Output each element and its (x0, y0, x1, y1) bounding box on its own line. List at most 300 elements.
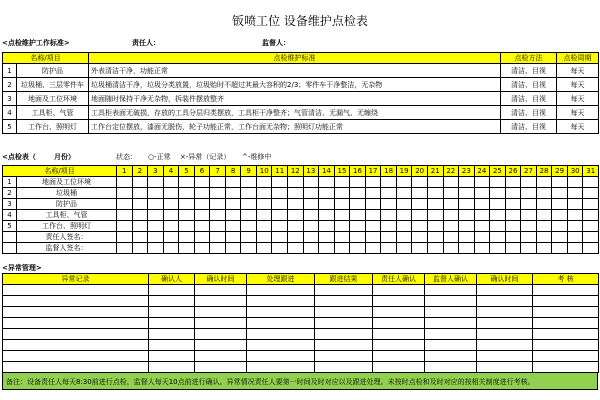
check-cell[interactable] (474, 177, 490, 188)
check-cell[interactable] (117, 232, 133, 243)
check-cell[interactable] (459, 243, 475, 254)
check-cell[interactable] (521, 243, 537, 254)
abnormal-cell[interactable] (3, 296, 149, 307)
abnormal-cell[interactable] (315, 362, 373, 373)
abnormal-cell[interactable] (195, 285, 247, 296)
abnormal-cell[interactable] (533, 285, 599, 296)
check-cell[interactable] (459, 232, 475, 243)
abnormal-cell[interactable] (373, 318, 425, 329)
check-cell[interactable] (288, 232, 304, 243)
check-cell[interactable] (132, 232, 148, 243)
check-cell[interactable] (148, 243, 164, 254)
check-cell[interactable] (427, 210, 443, 221)
check-cell[interactable] (241, 210, 257, 221)
abnormal-cell[interactable] (149, 307, 195, 318)
abnormal-cell[interactable] (533, 329, 599, 340)
check-cell[interactable] (490, 177, 506, 188)
check-cell[interactable] (256, 210, 272, 221)
check-cell[interactable] (583, 243, 599, 254)
check-cell[interactable] (365, 243, 381, 254)
check-cell[interactable] (350, 199, 366, 210)
check-cell[interactable] (474, 232, 490, 243)
check-cell[interactable] (536, 210, 552, 221)
check-cell[interactable] (272, 221, 288, 232)
check-cell[interactable] (272, 232, 288, 243)
check-cell[interactable] (241, 221, 257, 232)
check-cell[interactable] (194, 210, 210, 221)
abnormal-cell[interactable] (373, 351, 425, 362)
check-cell[interactable] (210, 243, 226, 254)
check-cell[interactable] (505, 210, 521, 221)
check-cell[interactable] (225, 199, 241, 210)
check-cell[interactable] (536, 177, 552, 188)
abnormal-cell[interactable] (425, 296, 477, 307)
check-cell[interactable] (552, 177, 568, 188)
abnormal-cell[interactable] (315, 318, 373, 329)
abnormal-cell[interactable] (315, 351, 373, 362)
abnormal-cell[interactable] (195, 318, 247, 329)
check-cell[interactable] (365, 177, 381, 188)
check-cell[interactable] (365, 188, 381, 199)
abnormal-cell[interactable] (195, 296, 247, 307)
check-cell[interactable] (225, 188, 241, 199)
abnormal-cell[interactable] (373, 296, 425, 307)
check-cell[interactable] (179, 177, 195, 188)
check-cell[interactable] (552, 188, 568, 199)
abnormal-cell[interactable] (247, 329, 315, 340)
check-cell[interactable] (148, 232, 164, 243)
check-cell[interactable] (319, 243, 335, 254)
check-cell[interactable] (567, 188, 583, 199)
check-cell[interactable] (552, 210, 568, 221)
check-cell[interactable] (381, 199, 397, 210)
check-cell[interactable] (132, 243, 148, 254)
check-cell[interactable] (319, 188, 335, 199)
check-cell[interactable] (583, 221, 599, 232)
abnormal-cell[interactable] (425, 362, 477, 373)
check-cell[interactable] (396, 177, 412, 188)
abnormal-cell[interactable] (149, 318, 195, 329)
abnormal-cell[interactable] (149, 340, 195, 351)
check-cell[interactable] (256, 232, 272, 243)
check-cell[interactable] (303, 177, 319, 188)
check-cell[interactable] (536, 243, 552, 254)
check-cell[interactable] (459, 221, 475, 232)
abnormal-cell[interactable] (195, 340, 247, 351)
standard-header-row (3, 53, 599, 64)
abnormal-cell[interactable] (149, 296, 195, 307)
check-cell[interactable] (288, 188, 304, 199)
check-cell[interactable] (459, 177, 475, 188)
abnormal-cell[interactable] (149, 362, 195, 373)
abnormal-cell[interactable] (533, 296, 599, 307)
check-cell[interactable] (427, 243, 443, 254)
check-cell[interactable] (256, 188, 272, 199)
check-cell[interactable] (521, 177, 537, 188)
check-cell[interactable] (225, 243, 241, 254)
check-cell[interactable] (381, 221, 397, 232)
check-cell[interactable] (365, 221, 381, 232)
check-cell[interactable] (225, 221, 241, 232)
abnormal-cell[interactable] (315, 329, 373, 340)
check-cell[interactable] (210, 177, 226, 188)
check-cell[interactable] (210, 232, 226, 243)
check-cell[interactable] (303, 232, 319, 243)
abnormal-cell[interactable] (3, 351, 149, 362)
check-cell[interactable] (583, 199, 599, 210)
check-cell[interactable] (583, 177, 599, 188)
check-cell[interactable] (536, 188, 552, 199)
check-cell[interactable] (132, 188, 148, 199)
check-cell[interactable] (552, 221, 568, 232)
check-cell[interactable] (505, 232, 521, 243)
check-cell[interactable] (256, 243, 272, 254)
check-cell[interactable] (474, 199, 490, 210)
check-cell[interactable] (412, 199, 428, 210)
check-cell[interactable] (567, 221, 583, 232)
check-cell[interactable] (583, 188, 599, 199)
check-cell[interactable] (319, 232, 335, 243)
abnormal-cell[interactable] (533, 340, 599, 351)
abnormal-cell[interactable] (149, 351, 195, 362)
check-cell[interactable] (396, 232, 412, 243)
check-cell[interactable] (194, 221, 210, 232)
check-cell[interactable] (490, 188, 506, 199)
abnormal-cell[interactable] (533, 351, 599, 362)
check-cell[interactable] (567, 232, 583, 243)
check-cell[interactable] (427, 188, 443, 199)
check-cell[interactable] (459, 199, 475, 210)
check-cell[interactable] (148, 199, 164, 210)
check-cell[interactable] (117, 199, 133, 210)
abnormal-cell[interactable] (247, 362, 315, 373)
std-col-standard: 点检维护标准 (89, 53, 501, 64)
abnormal-cell[interactable] (477, 285, 533, 296)
check-cell[interactable] (334, 199, 350, 210)
check-cell[interactable] (505, 188, 521, 199)
abnormal-cell[interactable] (425, 285, 477, 296)
abnormal-cell[interactable] (3, 285, 149, 296)
check-cell[interactable] (490, 232, 506, 243)
abnormal-cell[interactable] (247, 318, 315, 329)
abnormal-cell[interactable] (149, 285, 195, 296)
check-cell[interactable] (474, 188, 490, 199)
check-cell[interactable] (334, 188, 350, 199)
abnormal-header-row (3, 274, 599, 285)
check-cell[interactable] (303, 199, 319, 210)
check-cell[interactable] (117, 210, 133, 221)
check-cell[interactable] (474, 243, 490, 254)
abnormal-cell[interactable] (315, 296, 373, 307)
check-cell[interactable] (552, 232, 568, 243)
check-cell[interactable] (459, 210, 475, 221)
abnormal-cell[interactable] (3, 307, 149, 318)
check-cell[interactable] (521, 199, 537, 210)
check-cell[interactable] (412, 221, 428, 232)
check-cell[interactable] (194, 188, 210, 199)
check-cell[interactable] (117, 221, 133, 232)
check-cell[interactable] (365, 199, 381, 210)
check-cell[interactable] (179, 188, 195, 199)
check-cell[interactable] (303, 210, 319, 221)
check-cell[interactable] (272, 210, 288, 221)
check-cell[interactable] (288, 221, 304, 232)
abnormal-cell[interactable] (195, 307, 247, 318)
check-cell[interactable] (396, 243, 412, 254)
check-cell[interactable] (505, 199, 521, 210)
check-cell[interactable] (194, 243, 210, 254)
check-cell[interactable] (319, 199, 335, 210)
check-cell[interactable] (241, 232, 257, 243)
check-cell[interactable] (132, 199, 148, 210)
abnormal-cell[interactable] (195, 362, 247, 373)
check-cell[interactable] (334, 221, 350, 232)
check-cell[interactable] (179, 210, 195, 221)
check-cell[interactable] (365, 232, 381, 243)
abnormal-cell[interactable] (3, 329, 149, 340)
check-cell[interactable] (474, 210, 490, 221)
check-cell[interactable] (443, 221, 459, 232)
check-cell[interactable] (443, 177, 459, 188)
abnormal-cell[interactable] (3, 362, 149, 373)
check-cell[interactable] (194, 232, 210, 243)
check-cell[interactable] (148, 188, 164, 199)
check-cell[interactable] (412, 177, 428, 188)
check-cell[interactable] (443, 199, 459, 210)
check-cell[interactable] (225, 177, 241, 188)
check-cell[interactable] (427, 199, 443, 210)
abnormal-cell[interactable] (425, 329, 477, 340)
check-cell[interactable] (334, 243, 350, 254)
check-cell[interactable] (350, 177, 366, 188)
check-cell[interactable] (132, 177, 148, 188)
check-cell[interactable] (396, 188, 412, 199)
check-cell[interactable] (117, 177, 133, 188)
check-cell[interactable] (210, 210, 226, 221)
check-cell[interactable] (567, 199, 583, 210)
check-cell[interactable] (490, 221, 506, 232)
check-cell[interactable] (319, 177, 335, 188)
abnormal-cell[interactable] (425, 318, 477, 329)
check-cell[interactable] (381, 188, 397, 199)
check-cell[interactable] (567, 177, 583, 188)
check-cell[interactable] (288, 243, 304, 254)
check-cell[interactable] (381, 210, 397, 221)
row-number: 4 (3, 106, 17, 120)
check-cell[interactable] (241, 243, 257, 254)
check-cell[interactable] (536, 199, 552, 210)
abnormal-cell[interactable] (533, 318, 599, 329)
check-cell[interactable] (163, 221, 179, 232)
check-cell[interactable] (179, 232, 195, 243)
check-cell[interactable] (117, 188, 133, 199)
check-cell[interactable] (567, 243, 583, 254)
check-cell[interactable] (396, 210, 412, 221)
check-cell[interactable] (459, 188, 475, 199)
check-cell[interactable] (505, 243, 521, 254)
abnormal-cell[interactable] (247, 285, 315, 296)
check-cell[interactable] (163, 177, 179, 188)
check-cell[interactable] (288, 210, 304, 221)
check-cell[interactable] (132, 210, 148, 221)
check-cell[interactable] (443, 243, 459, 254)
check-cell[interactable] (241, 177, 257, 188)
check-cell[interactable] (163, 188, 179, 199)
check-cell[interactable] (163, 210, 179, 221)
abnormal-cell[interactable] (315, 285, 373, 296)
check-cell[interactable] (521, 232, 537, 243)
check-cell[interactable] (583, 210, 599, 221)
check-cell[interactable] (536, 221, 552, 232)
check-cell[interactable] (303, 188, 319, 199)
check-cell[interactable] (163, 232, 179, 243)
abnormal-cell[interactable] (425, 351, 477, 362)
day-header: 18 (381, 166, 397, 177)
check-cell[interactable] (117, 243, 133, 254)
check-cell[interactable] (365, 210, 381, 221)
check-cell[interactable] (490, 199, 506, 210)
check-cell[interactable] (148, 177, 164, 188)
abnormal-cell[interactable] (3, 340, 149, 351)
day-header: 22 (443, 166, 459, 177)
check-cell[interactable] (148, 210, 164, 221)
abnormal-cell[interactable] (315, 340, 373, 351)
check-cell[interactable] (148, 221, 164, 232)
abnormal-cell[interactable] (477, 296, 533, 307)
check-cell[interactable] (194, 199, 210, 210)
check-cell[interactable] (303, 221, 319, 232)
check-cell[interactable] (179, 199, 195, 210)
check-cell[interactable] (443, 188, 459, 199)
abnormal-cell[interactable] (425, 307, 477, 318)
check-cell[interactable] (521, 188, 537, 199)
check-cell[interactable] (396, 221, 412, 232)
check-cell[interactable] (210, 199, 226, 210)
check-cell[interactable] (334, 177, 350, 188)
check-cell[interactable] (521, 210, 537, 221)
check-cell[interactable] (583, 232, 599, 243)
check-cell[interactable] (163, 243, 179, 254)
abnormal-cell[interactable] (247, 296, 315, 307)
check-cell[interactable] (396, 199, 412, 210)
abnormal-cell[interactable] (373, 307, 425, 318)
check-cell[interactable] (412, 210, 428, 221)
check-cell[interactable] (272, 188, 288, 199)
check-cell[interactable] (272, 177, 288, 188)
check-cell[interactable] (241, 199, 257, 210)
check-cell[interactable] (412, 243, 428, 254)
check-cell[interactable] (381, 232, 397, 243)
check-cell[interactable] (427, 221, 443, 232)
check-cell[interactable] (288, 177, 304, 188)
abnormal-cell[interactable] (373, 285, 425, 296)
check-cell[interactable] (210, 221, 226, 232)
abnormal-cell[interactable] (477, 340, 533, 351)
check-cell[interactable] (319, 221, 335, 232)
check-cell[interactable] (505, 221, 521, 232)
check-cell[interactable] (256, 221, 272, 232)
check-cell[interactable] (132, 221, 148, 232)
check-cell[interactable] (427, 177, 443, 188)
check-cell[interactable] (350, 232, 366, 243)
abnormal-cell[interactable] (477, 307, 533, 318)
check-cell[interactable] (381, 177, 397, 188)
check-cell[interactable] (256, 199, 272, 210)
check-cell[interactable] (210, 188, 226, 199)
check-cell[interactable] (412, 232, 428, 243)
abnormal-cell[interactable] (477, 329, 533, 340)
check-cell[interactable] (179, 221, 195, 232)
check-cell[interactable] (319, 210, 335, 221)
check-cell[interactable] (179, 243, 195, 254)
check-cell[interactable] (552, 243, 568, 254)
abnormal-cell[interactable] (247, 307, 315, 318)
check-cell[interactable] (443, 210, 459, 221)
check-cell[interactable] (288, 199, 304, 210)
check-cell[interactable] (241, 188, 257, 199)
abnormal-cell[interactable] (149, 329, 195, 340)
abnormal-cell[interactable] (425, 340, 477, 351)
check-cell[interactable] (552, 199, 568, 210)
check-item-name: 工作台、照明灯 (17, 221, 117, 232)
abnormal-cell[interactable] (195, 351, 247, 362)
check-cell[interactable] (225, 232, 241, 243)
abnormal-cell[interactable] (247, 340, 315, 351)
check-cell[interactable] (350, 243, 366, 254)
check-cell[interactable] (443, 232, 459, 243)
abnormal-cell[interactable] (315, 307, 373, 318)
abnormal-cell[interactable] (247, 351, 315, 362)
check-cell[interactable] (194, 177, 210, 188)
check-cell[interactable] (567, 210, 583, 221)
check-cell[interactable] (350, 188, 366, 199)
row-number: 5 (3, 221, 17, 232)
check-cell[interactable] (334, 232, 350, 243)
check-row (3, 199, 599, 210)
check-cell[interactable] (536, 232, 552, 243)
abnormal-cell[interactable] (533, 307, 599, 318)
check-cell[interactable] (521, 221, 537, 232)
check-cell[interactable] (490, 243, 506, 254)
check-cell[interactable] (474, 221, 490, 232)
abnormal-cell[interactable] (373, 340, 425, 351)
check-cell[interactable] (427, 232, 443, 243)
check-cell[interactable] (381, 243, 397, 254)
check-cell[interactable] (163, 199, 179, 210)
row-number (3, 243, 17, 254)
abnormal-cell[interactable] (533, 362, 599, 373)
check-cell[interactable] (412, 188, 428, 199)
check-item-name: 防护品 (17, 199, 117, 210)
abnormal-cell[interactable] (477, 351, 533, 362)
abnormal-cell[interactable] (477, 362, 533, 373)
abnormal-cell[interactable] (373, 362, 425, 373)
abnormal-cell[interactable] (3, 318, 149, 329)
check-cell[interactable] (350, 221, 366, 232)
abnormal-cell[interactable] (373, 329, 425, 340)
abnormal-cell[interactable] (195, 329, 247, 340)
check-cell[interactable] (334, 210, 350, 221)
abnormal-cell[interactable] (477, 318, 533, 329)
check-cell[interactable] (272, 243, 288, 254)
check-cell[interactable] (256, 177, 272, 188)
check-cell[interactable] (272, 199, 288, 210)
check-cell[interactable] (490, 210, 506, 221)
check-cell[interactable] (350, 210, 366, 221)
check-cell[interactable] (225, 210, 241, 221)
check-cell[interactable] (303, 243, 319, 254)
check-cell[interactable] (505, 177, 521, 188)
